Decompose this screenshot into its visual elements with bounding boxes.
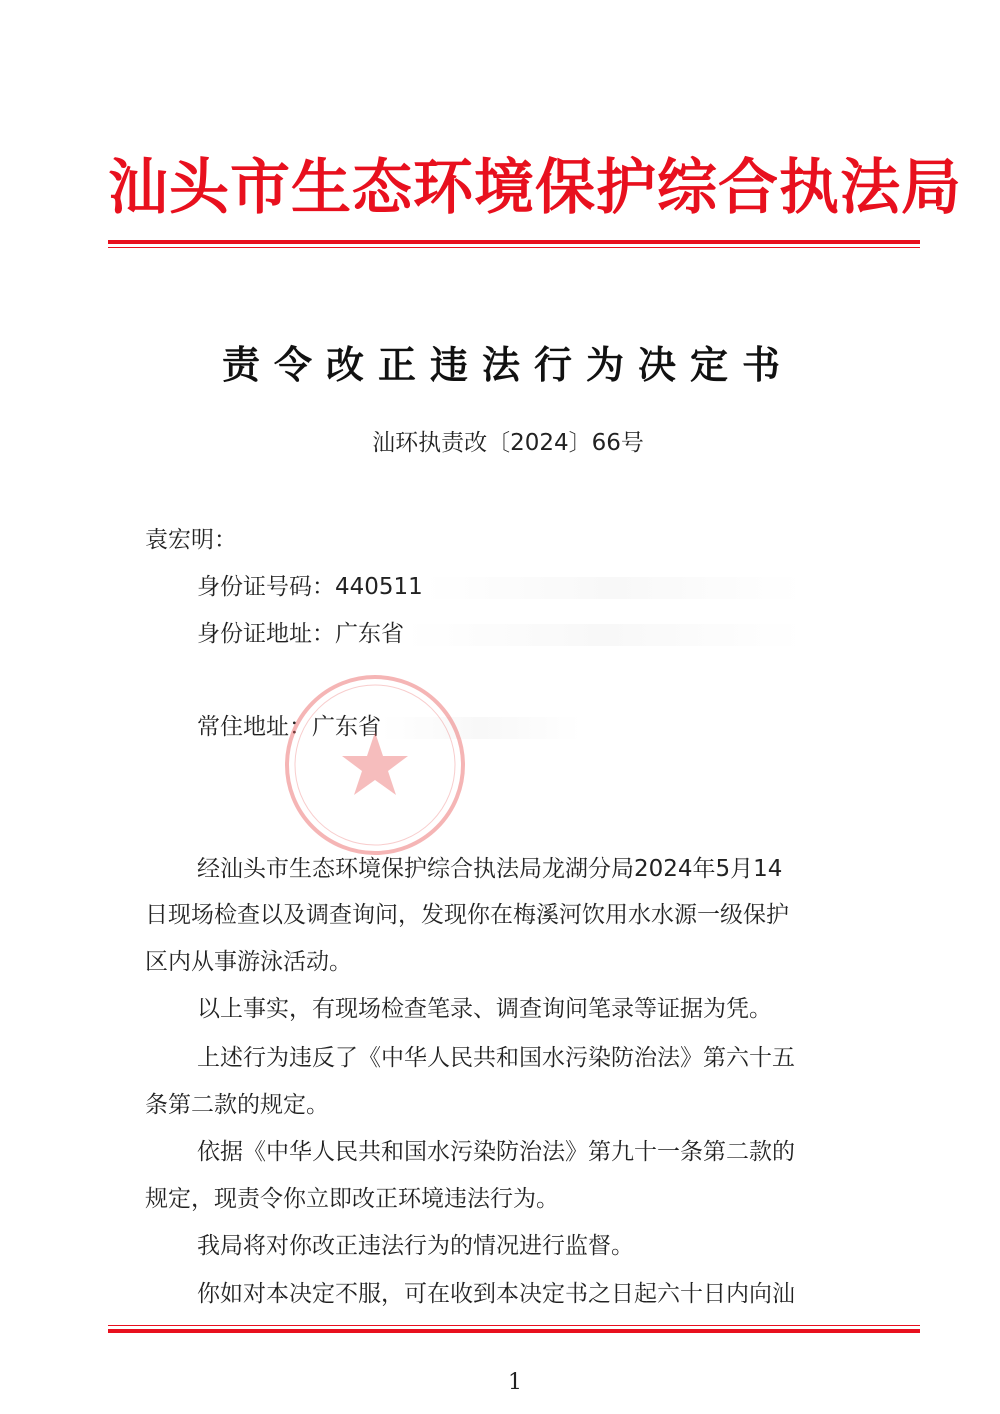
header-red-rule-thin [108,247,920,248]
footer-red-rule [108,1329,920,1333]
footer-red-rule-thin [108,1325,920,1326]
party-name: 袁宏明： [145,527,237,553]
body-paragraph-line: 经汕头市生态环境保护综合执法局龙湖分局2024年5月14 [197,856,783,882]
body-paragraph-line: 以上事实，有现场检查笔录、调查询问笔录等证据为凭。 [197,996,772,1022]
residence-label: 常住地址： [197,714,312,740]
body-paragraph-line: 日现场检查以及调查询问，发现你在梅溪河饮用水水源一级保护 [145,902,789,928]
id-number-value: 440511 [335,574,423,600]
official-seal [280,670,470,860]
body-paragraph-line: 依据《中华人民共和国水污染防治法》第九十一条第二款的 [197,1139,795,1165]
body-paragraph-line: 我局将对你改正违法行为的情况进行监督。 [197,1233,634,1259]
header-red-rule [108,240,920,244]
document-number: 汕环执责改〔2024〕66号 [372,430,644,456]
redacted-area [423,577,803,599]
id-address-row [197,615,804,648]
body-paragraph-line: 区内从事游泳活动。 [145,949,352,975]
body-paragraph-line: 规定，现责令你立即改正环境违法行为。 [145,1186,559,1212]
redacted-area [381,717,581,739]
id-number-label: 身份证号码： [197,574,335,600]
page-number: 1 [508,1370,522,1395]
residence-value: 广东省 [312,714,381,740]
redacted-area [404,624,804,646]
body-paragraph-line: 你如对本决定不服，可在收到本决定书之日起六十日内向汕 [197,1281,795,1307]
body-paragraph-line: 条第二款的规定。 [145,1092,329,1118]
body-paragraph-line: 上述行为违反了《中华人民共和国水污染防治法》第六十五 [197,1045,795,1071]
residence-row [197,708,581,741]
id-address-label: 身份证地址： [197,621,335,647]
id-number-row [197,568,803,601]
issuing-authority-heading: 汕头市生态环境保护综合执法局 [108,153,962,223]
id-address-value: 广东省 [335,621,404,647]
document-title: 责令改正违法行为决定书 [221,343,794,387]
